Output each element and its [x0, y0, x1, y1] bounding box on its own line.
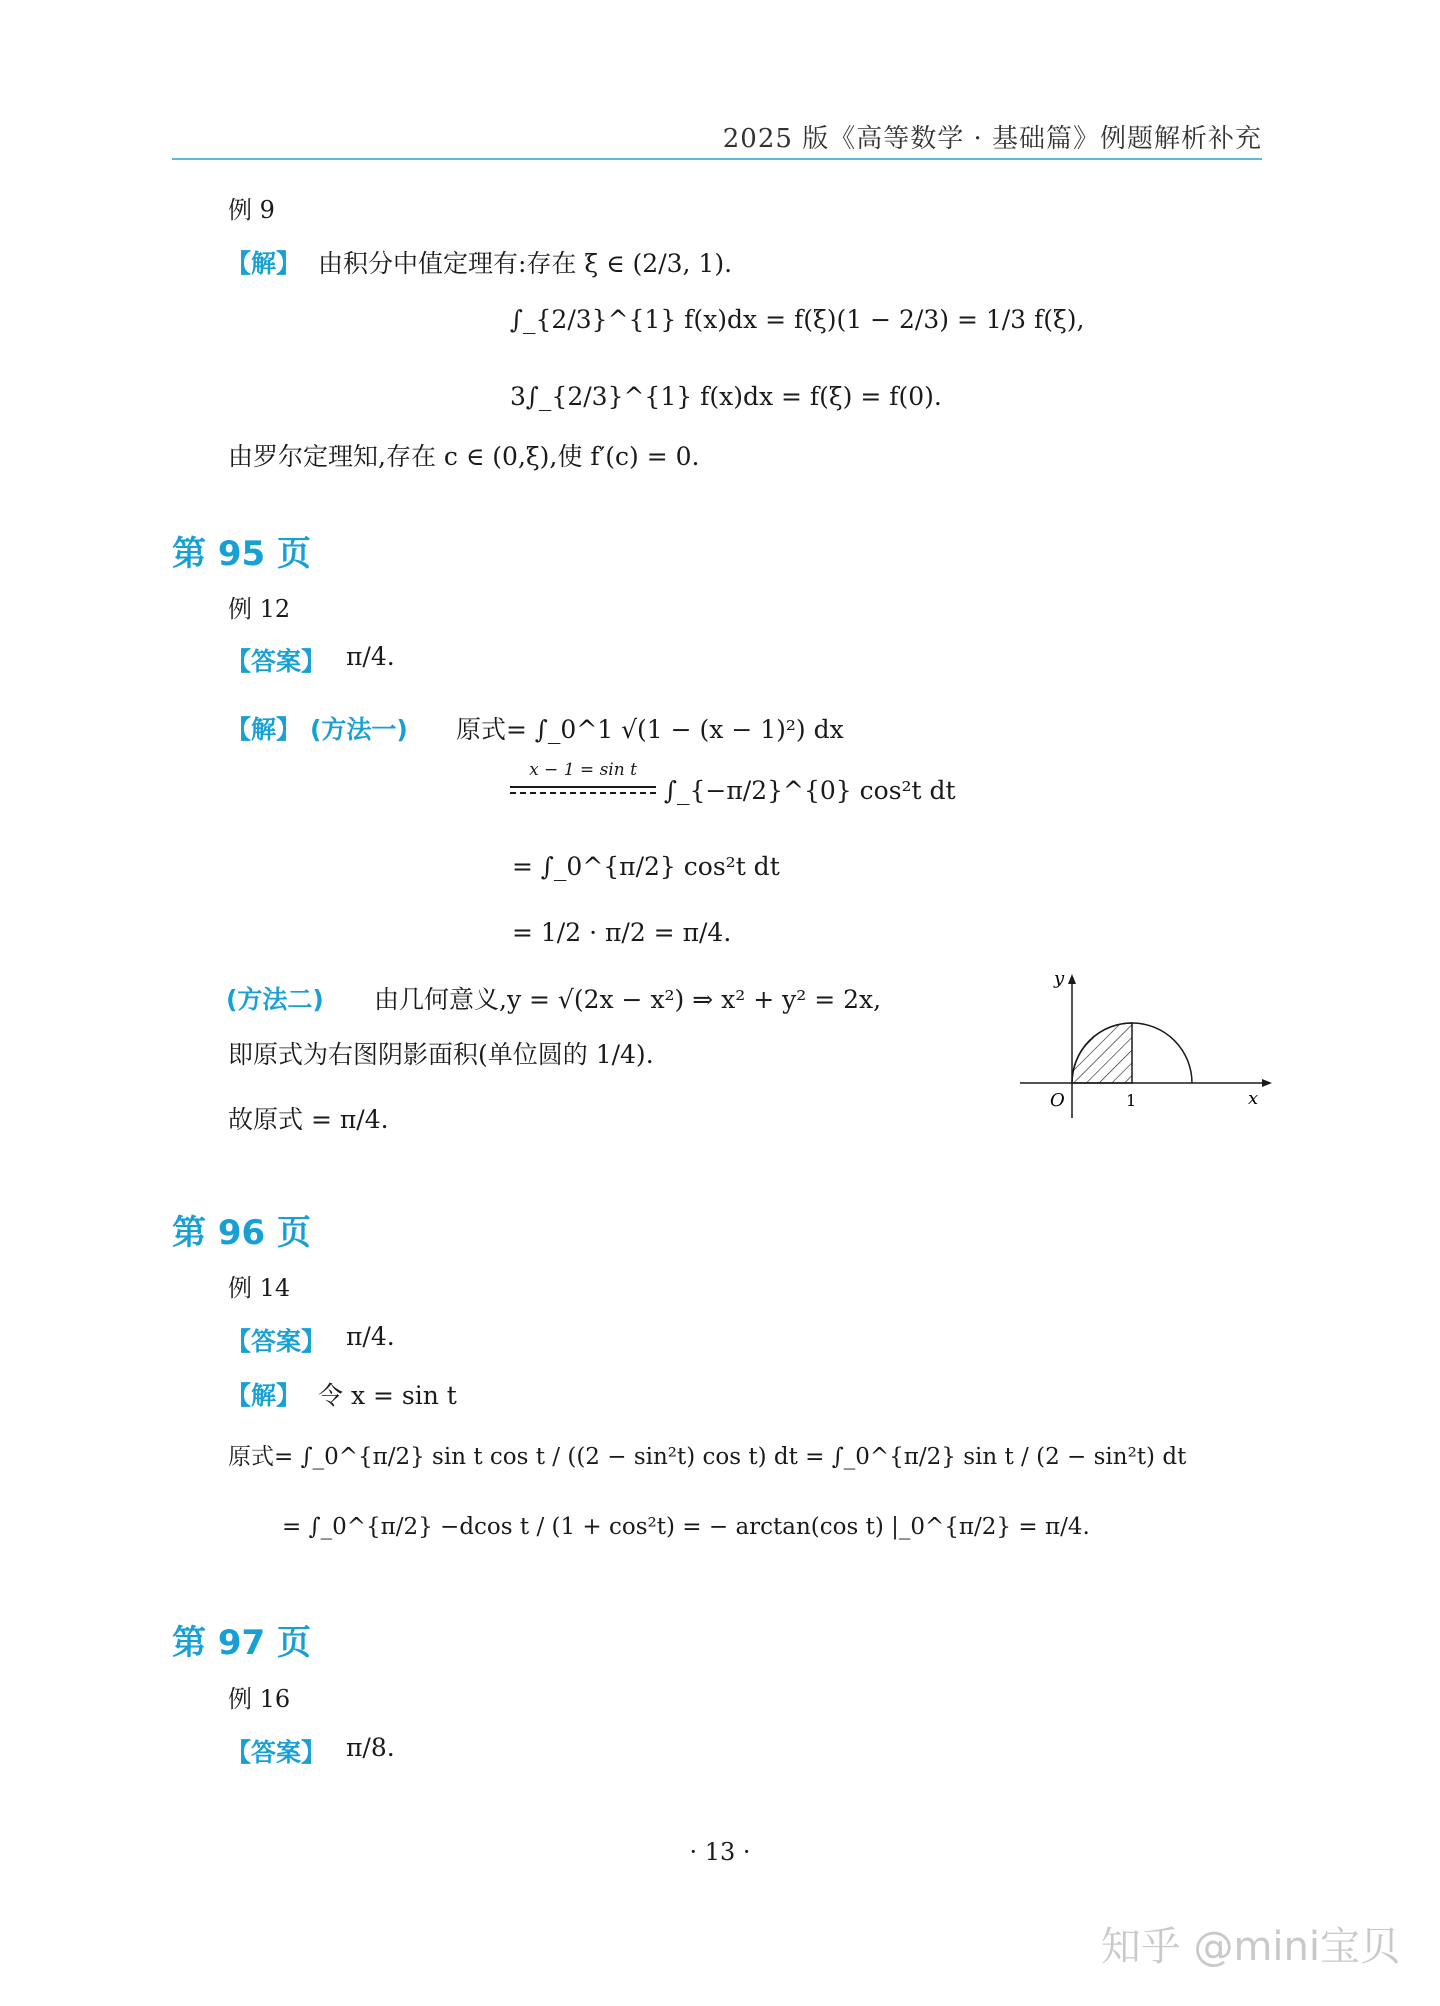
watermark: 知乎 @mini宝贝 — [1100, 1924, 1400, 1970]
section-title-95: 第 95 页 — [172, 534, 311, 574]
x-axis-label: x — [1248, 1088, 1259, 1109]
ex9-line1 — [318, 244, 732, 280]
header-rule — [172, 158, 1262, 160]
y-axis-label: y — [1054, 968, 1065, 989]
answer-tag: 【答案】 — [226, 1327, 327, 1356]
m1-line1: 原式= ∫_0^1 √(1 − (x − 1)²) dx — [456, 715, 844, 744]
m1-line4: = 1/2 · π/2 = π/4. — [512, 918, 732, 947]
solution-tag: 【解】 — [226, 249, 302, 278]
p96-line1: 原式= ∫_0^{π/2} sin t cos t / ((2 − sin²t) cos t) dt = ∫_0^{π/2} sin t / (2 − sin²t) dt — [228, 1444, 1187, 1470]
y-axis-arrow — [1068, 974, 1076, 984]
page-number: · 13 · — [689, 1838, 751, 1866]
ex9-eq1: ∫_{2/3}^{1} f(x)dx = f(ξ)(1 − 2/3) = 1/3 f(ξ), — [510, 305, 1085, 334]
m2-line3: 故原式 = π/4. — [228, 1105, 389, 1134]
method-two-tag: (方法二) — [226, 985, 324, 1014]
example-14-label: 例 14 — [228, 1274, 291, 1302]
origin-label: O — [1050, 1090, 1065, 1111]
running-header: 2025 版《高等数学 · 基础篇》例题解析补充 — [722, 124, 1262, 154]
solution-tag: 【解】 — [226, 715, 302, 744]
ex9-line2: 由罗尔定理知,存在 c ∈ (0,ξ),使 f′(c) = 0. — [228, 442, 700, 471]
solution-tag: 【解】 — [226, 1381, 302, 1410]
shaded-region — [1072, 1023, 1132, 1083]
let-substitution: 令 x = sin t — [318, 1381, 457, 1410]
substitution-note: x − 1 = sin t — [529, 760, 637, 780]
m1-line3: = ∫_0^{π/2} cos²t dt — [512, 852, 780, 881]
m2-line2: 即原式为右图阴影面积(单位圆的 1/4). — [228, 1040, 654, 1069]
ex9-eq2: 3∫_{2/3}^{1} f(x)dx = f(ξ) = f(0). — [510, 382, 942, 411]
method-one-tag: (方法一) — [310, 715, 408, 744]
answer-value: π/4. — [346, 1322, 395, 1351]
x-axis-arrow — [1262, 1079, 1272, 1087]
example-9-label: 例 9 — [228, 196, 275, 224]
example-12-label: 例 12 — [228, 595, 291, 623]
m2-line1: 由几何意义,y = √(2x − x²) ⇒ x² + y² = 2x, — [374, 985, 882, 1014]
answer-value: π/4. — [346, 642, 395, 671]
p96-line2: = ∫_0^{π/2} −dcos t / (1 + cos²t) = − arctan(cos t) |_0^{π/2} = π/4. — [282, 1514, 1090, 1540]
example-16-label: 例 16 — [228, 1685, 291, 1713]
answer-tag: 【答案】 — [226, 647, 327, 676]
substitution-rule-top — [510, 786, 656, 788]
answer-value: π/8. — [346, 1733, 395, 1762]
section-title-97: 第 97 页 — [172, 1623, 311, 1663]
semicircle-figure — [1010, 968, 1280, 1138]
ex9-line1-text: 由积分中值定理有:存在 ξ ∈ (2/3, 1). — [318, 249, 733, 278]
substitution-rule-bottom — [510, 792, 656, 794]
m1-line2: ∫_{−π/2}^{0} cos²t dt — [664, 776, 956, 805]
section-title-96: 第 96 页 — [172, 1213, 311, 1253]
tick-label-1: 1 — [1126, 1091, 1137, 1110]
answer-tag: 【答案】 — [226, 1738, 327, 1767]
